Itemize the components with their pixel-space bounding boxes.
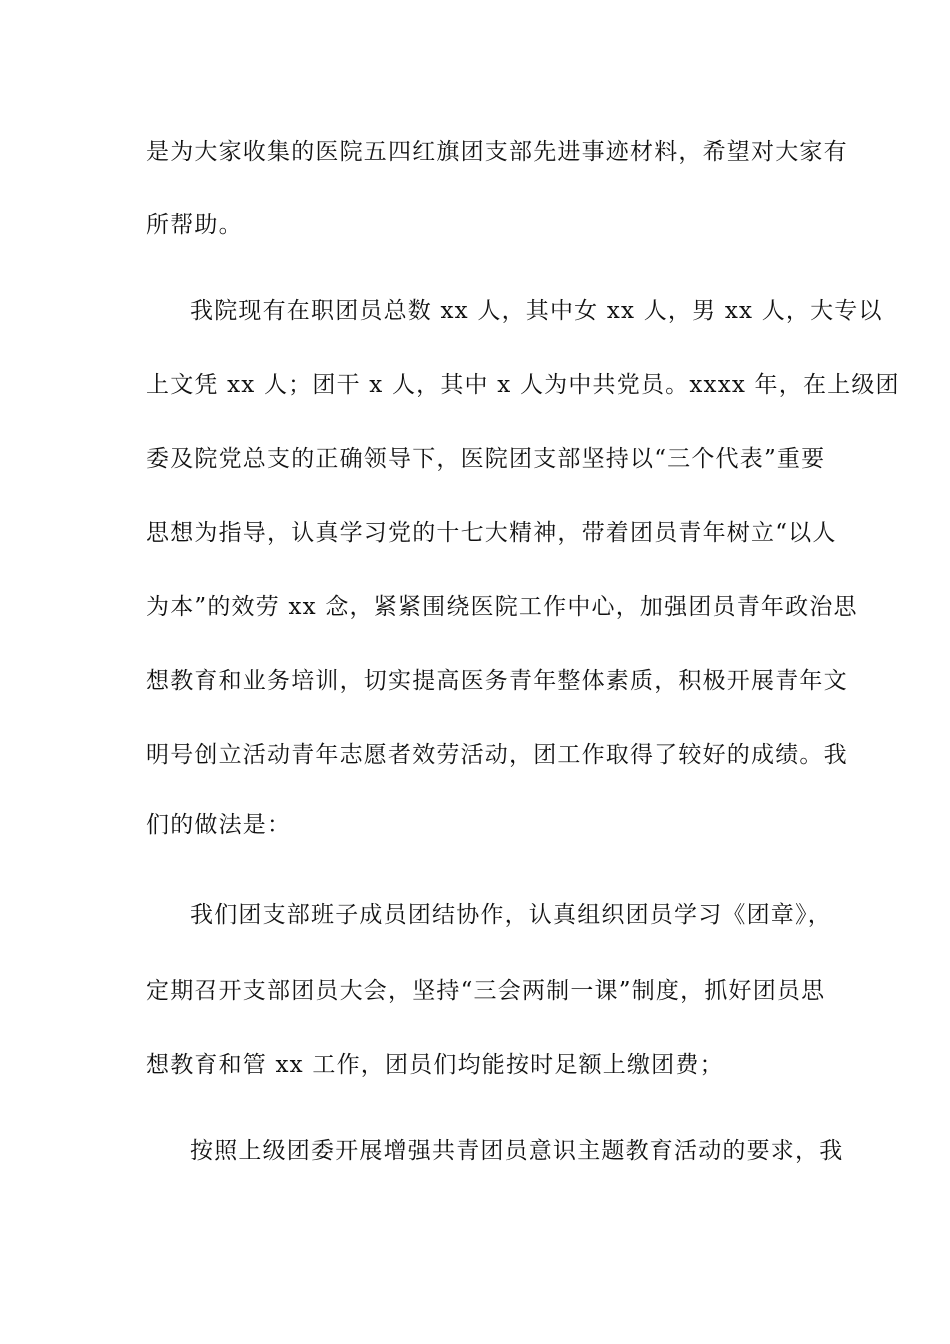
text-line: 们的做法是：: [146, 812, 292, 838]
paragraph-first-line: 我们团支部班子成员团结协作，认真组织团员学习《团章》，: [190, 902, 832, 928]
text-line: 想教育和管 xx 工作，团员们均能按时足额上缴团费；: [146, 1052, 724, 1078]
text-line: 定期召开支部团员大会，坚持“三会两制一课”制度，抓好团员思: [146, 978, 826, 1004]
paragraph-first-line: 按照上级团委开展增强共青团员意识主题教育活动的要求，我: [190, 1138, 844, 1164]
paragraph-first-line: 我院现有在职团员总数 xx 人，其中女 xx 人，男 xx 人，大专以: [190, 298, 883, 324]
text-line: 所帮助。: [146, 212, 243, 238]
text-line: 思想为指导，认真学习党的十七大精神，带着团员青年树立“以人: [146, 520, 837, 546]
text-line: 上文凭 xx 人；团干 x 人，其中 x 人为中共党员。xxxx 年，在上级团: [146, 372, 900, 398]
text-line: 是为大家收集的医院五四红旗团支部先进事迹材料，希望对大家有: [146, 139, 848, 165]
text-line: 为本”的效劳 xx 念，紧紧围绕医院工作中心，加强团员青年政治思: [146, 594, 858, 620]
text-line: 委及院党总支的正确领导下，医院团支部坚持以“三个代表”重要: [146, 446, 826, 472]
text-line: 想教育和业务培训，切实提高医务青年整体素质，积极开展青年文: [146, 668, 848, 694]
text-line: 明号创立活动青年志愿者效劳活动，团工作取得了较好的成绩。我: [146, 742, 848, 768]
